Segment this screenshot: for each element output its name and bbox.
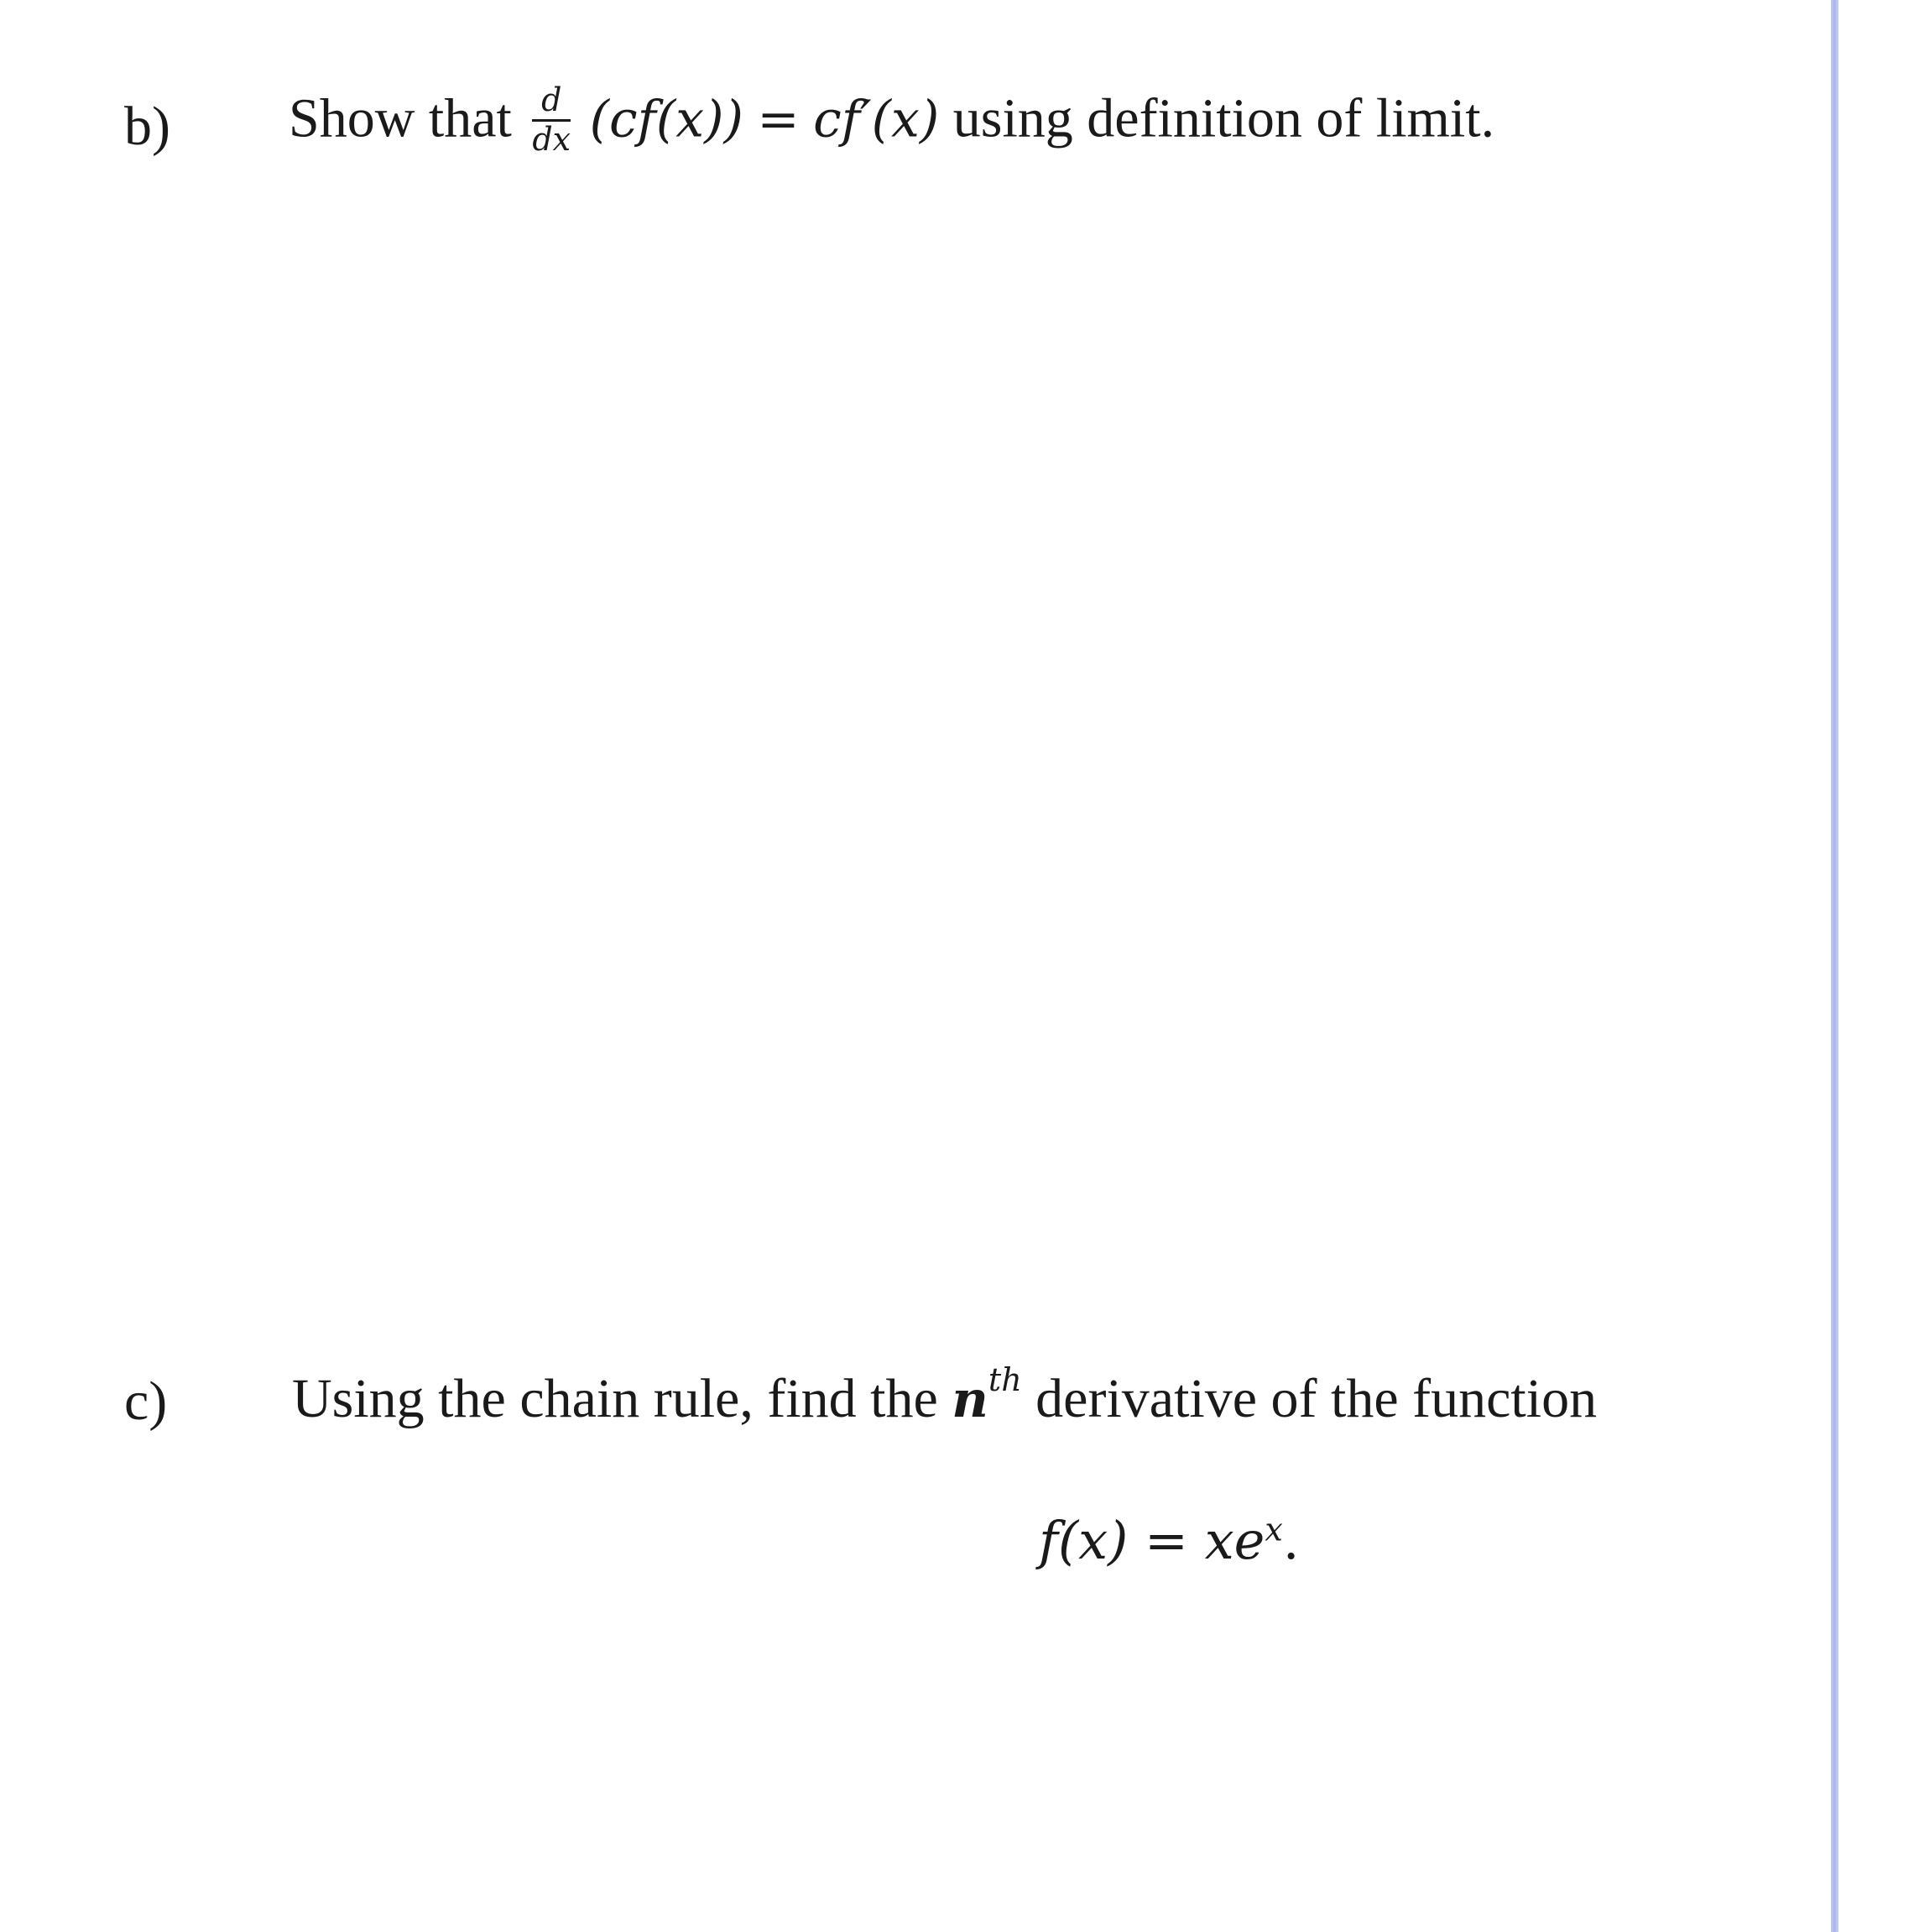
- part-c-th: th: [988, 1361, 1022, 1398]
- part-b-lhs: (cf(x)): [589, 90, 743, 149]
- part-c-suffix: derivative of the function: [1035, 1368, 1598, 1429]
- equation-lhs: f(x): [1039, 1510, 1129, 1571]
- equation-period: .: [1282, 1510, 1300, 1571]
- part-c-prefix: Using the chain rule, find the: [292, 1368, 938, 1429]
- page-edge-rule: [1831, 0, 1838, 1932]
- equation-base: xe: [1204, 1510, 1265, 1571]
- part-c-question: [292, 1361, 1598, 1429]
- part-c-label: c): [124, 1371, 168, 1432]
- part-b-question: [289, 81, 1495, 160]
- fraction-numerator: d: [532, 84, 571, 122]
- fraction-denominator: dx: [532, 120, 571, 158]
- part-b-suffix: using definition of limit.: [952, 87, 1495, 149]
- equation-exponent: x: [1265, 1511, 1283, 1548]
- part-c-n: n: [952, 1371, 988, 1429]
- part-b-rhs: cf′(x): [813, 90, 940, 149]
- equation-equals: =: [1145, 1510, 1188, 1571]
- derivative-fraction: [532, 81, 571, 158]
- part-b-equals: =: [757, 90, 800, 149]
- part-b-label: b): [124, 96, 170, 157]
- part-b-prefix: Show that: [289, 87, 512, 149]
- part-c-function-equation: [1039, 1510, 1300, 1571]
